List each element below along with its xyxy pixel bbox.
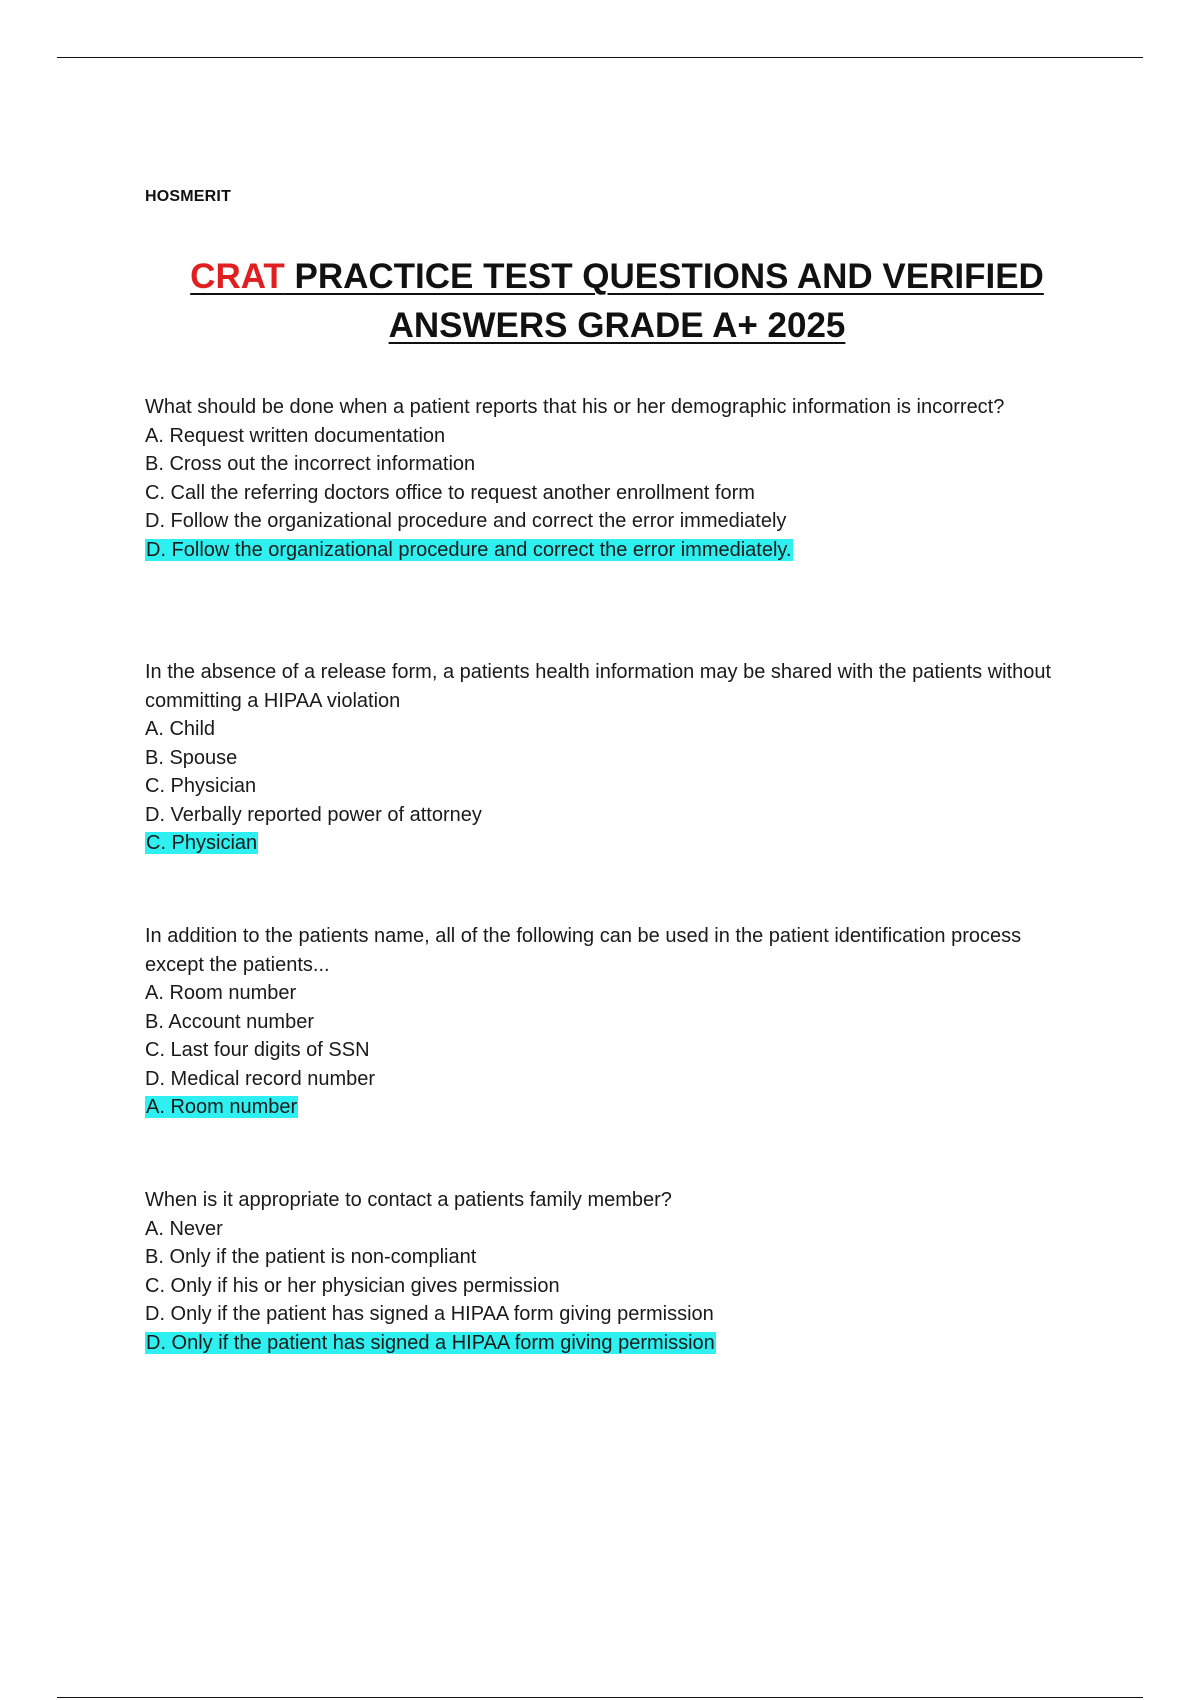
answer-option: C. Only if his or her physician gives permission bbox=[145, 1274, 560, 1297]
bottom-rule bbox=[57, 1697, 1143, 1698]
title-accent: CRAT bbox=[190, 257, 285, 296]
answer-option: A. Child bbox=[145, 718, 216, 740]
top-rule bbox=[57, 57, 1143, 58]
title-line-2: ANSWERS GRADE A+ 2025 bbox=[388, 306, 846, 345]
answer-option: D. Verbally reported power of attorney bbox=[145, 803, 482, 826]
answer-option: D. Only if the patient has signed a HIPAA form giving permission bbox=[145, 1303, 714, 1325]
question-prompt: When is it appropriate to contact a patients family member? bbox=[145, 1189, 672, 1211]
answer-option: D. Follow the organizational procedure and correct the error immediately bbox=[145, 510, 787, 532]
title-line-1 bbox=[190, 257, 1044, 296]
title-line-1-rest: PRACTICE TEST QUESTIONS AND VERIFIED bbox=[284, 257, 1044, 296]
correct-answer bbox=[145, 829, 1085, 858]
page-title bbox=[145, 252, 1089, 350]
correct-answer bbox=[145, 1093, 1085, 1122]
question-block bbox=[145, 1186, 1085, 1357]
answer-option: C. Physician bbox=[145, 775, 257, 797]
question-prompt: In the absence of a release form, a patients health information may be shared with the patients without committing a HIPAA violation bbox=[145, 661, 1052, 712]
answer-option: B. Spouse bbox=[145, 746, 238, 769]
question-prompt: In addition to the patients name, all of the following can be used in the patient identification process except the patients... bbox=[145, 925, 1022, 976]
answer-option: B. Only if the patient is non-compliant bbox=[145, 1246, 477, 1268]
question-prompt: What should be done when a patient reports that his or her demographic information is incorrect? bbox=[145, 396, 1005, 418]
answer-option: A. Never bbox=[145, 1217, 223, 1240]
answer-option: C. Last four digits of SSN bbox=[145, 1039, 370, 1061]
question-block bbox=[145, 922, 1085, 1122]
answer-option: C. Call the referring doctors office to request another enrollment form bbox=[145, 481, 755, 504]
correct-answer-highlight: A. Room number bbox=[146, 1096, 298, 1118]
question-block bbox=[145, 393, 1085, 564]
correct-answer-highlight: D. Follow the organizational procedure and correct the error immediately. bbox=[146, 538, 792, 561]
answer-option: B. Cross out the incorrect information bbox=[145, 453, 476, 475]
correct-answer bbox=[145, 536, 1085, 565]
correct-answer-highlight: D. Only if the patient has signed a HIPAA form giving permission bbox=[146, 1331, 715, 1354]
answer-option: D. Medical record number bbox=[145, 1067, 376, 1090]
answer-option: A. Request written documentation bbox=[145, 424, 446, 447]
answer-option: B. Account number bbox=[145, 1010, 314, 1033]
brand-label: HOSMERIT bbox=[145, 188, 232, 205]
correct-answer bbox=[145, 1329, 1085, 1358]
answer-option: A. Room number bbox=[145, 982, 297, 1004]
correct-answer-highlight: C. Physician bbox=[146, 832, 258, 854]
question-block bbox=[145, 658, 1085, 858]
